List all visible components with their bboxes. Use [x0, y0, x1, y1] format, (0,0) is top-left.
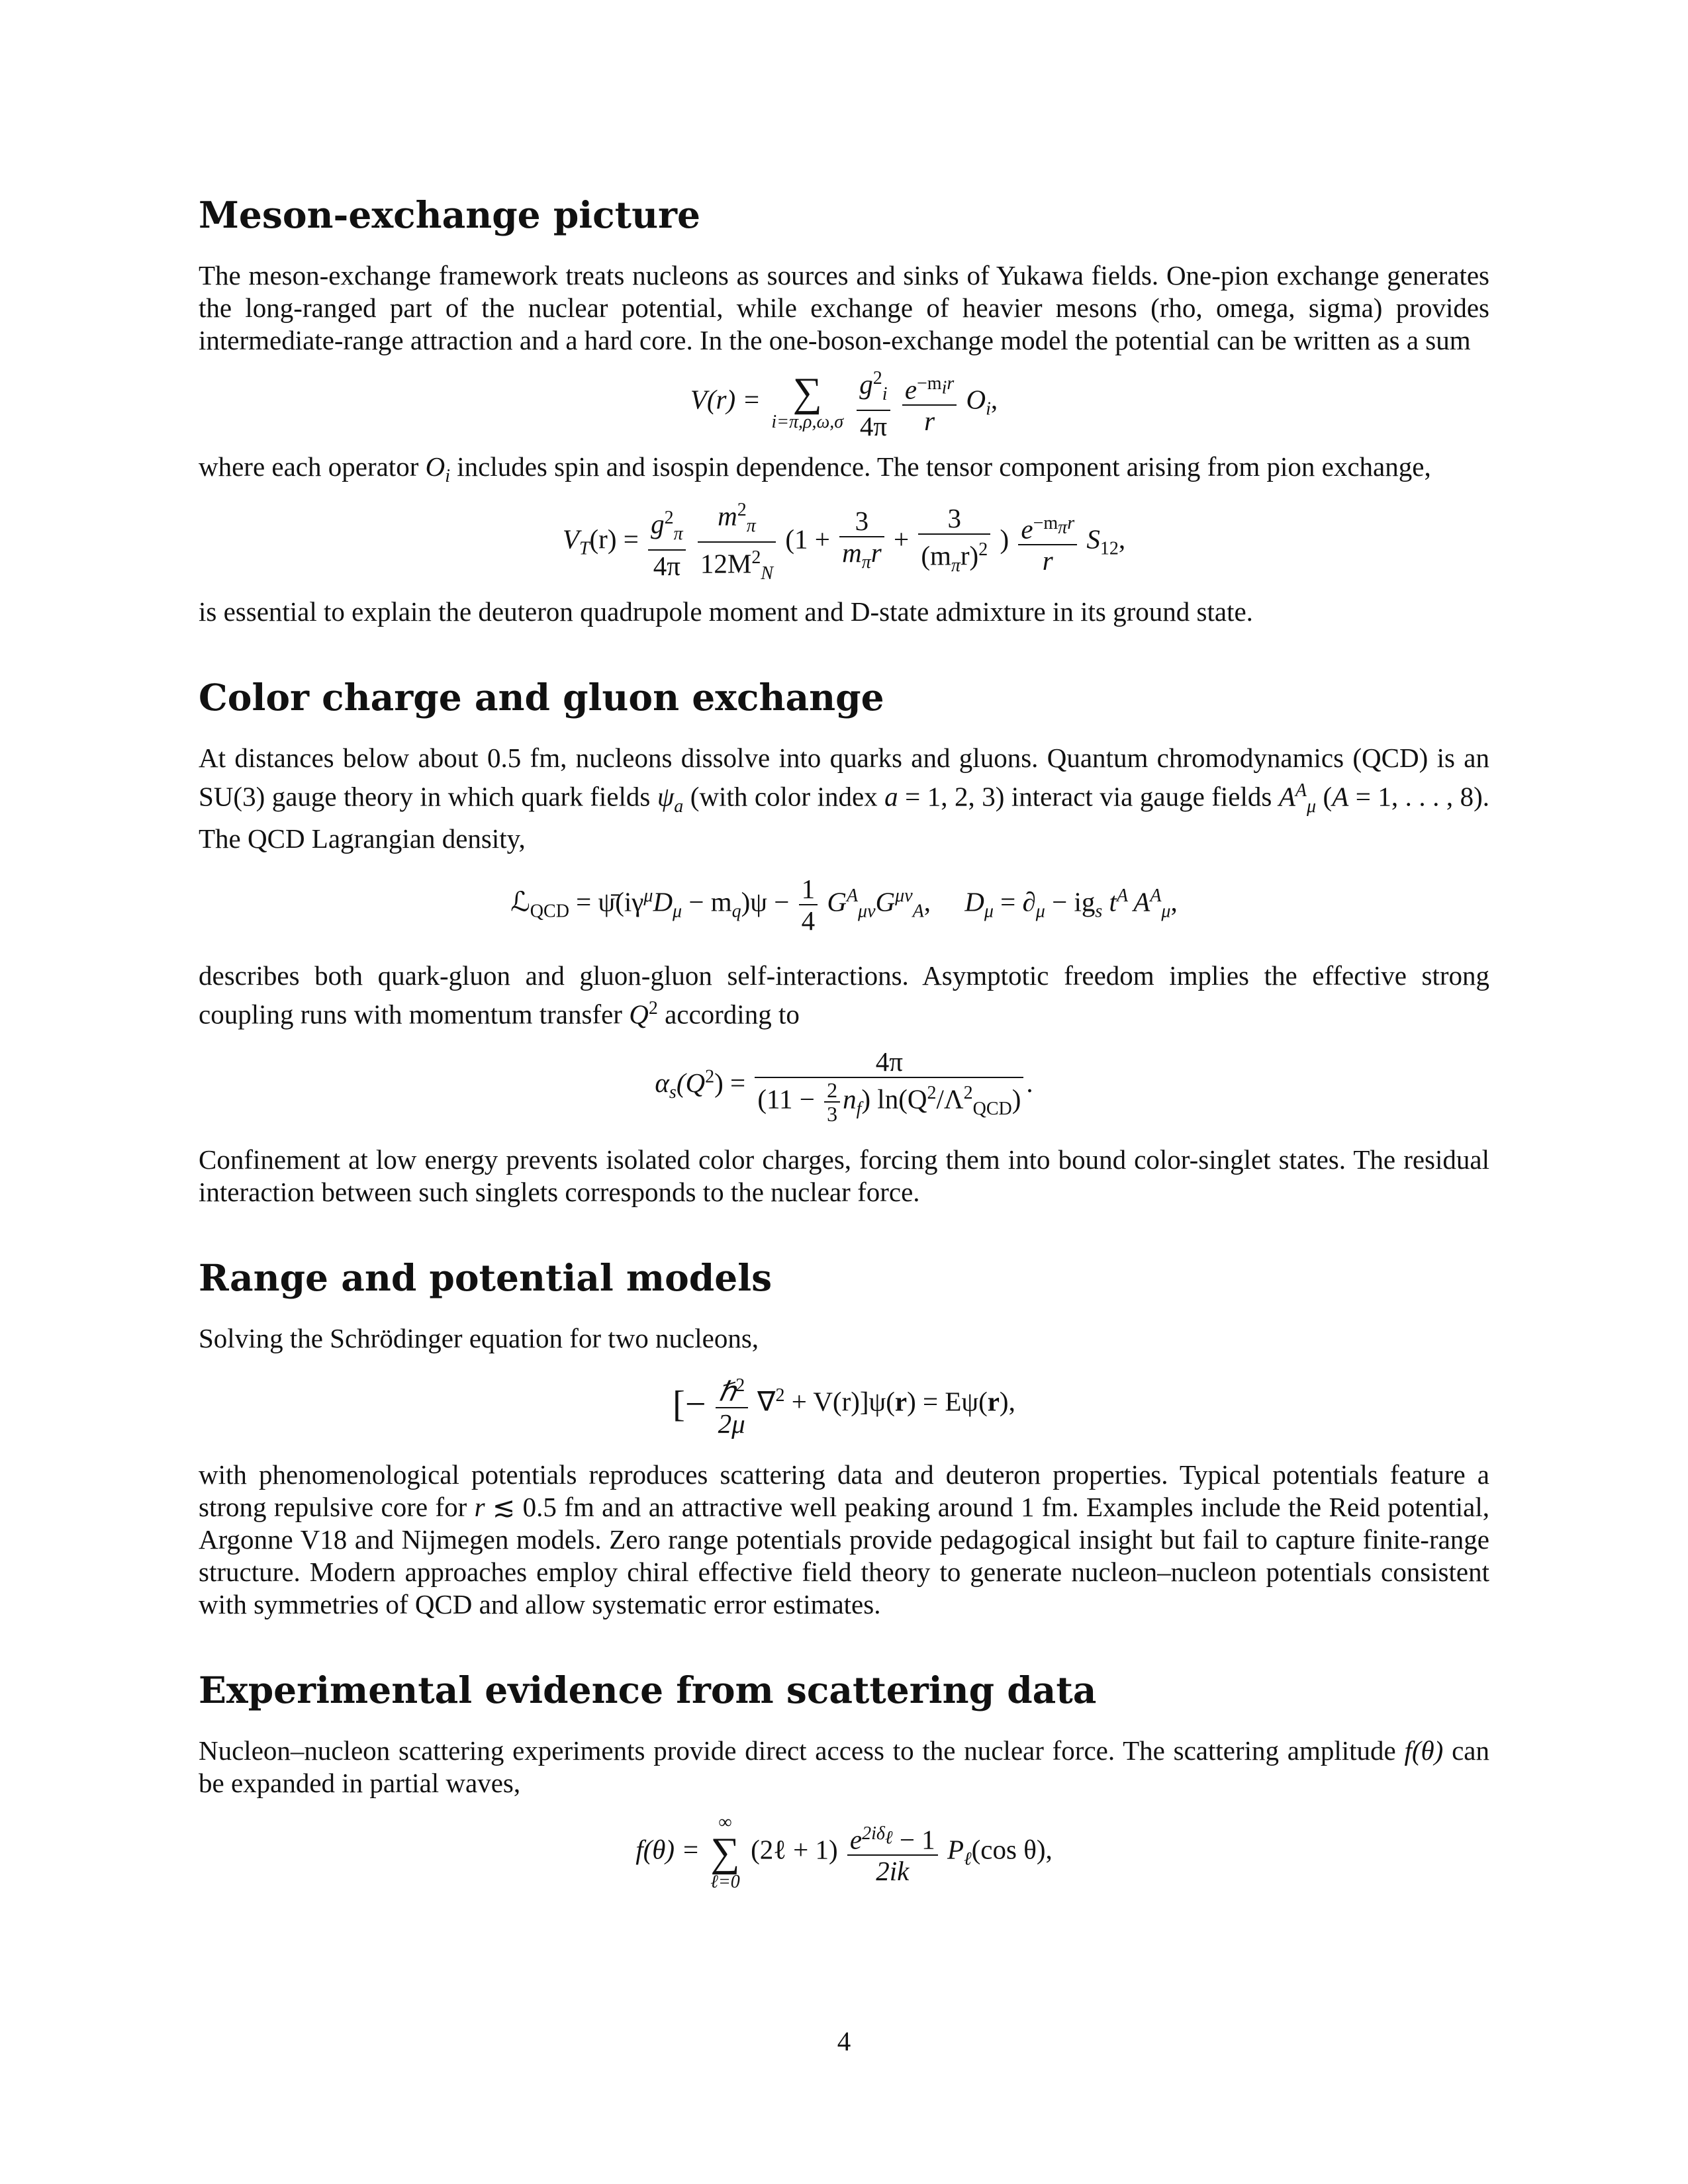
equation-schrodinger: [− $\frac{\hbar^2}{2\mu}$ ∇$^2$ + V(r)]ψ(r) = Eψ(r),	[199, 1371, 1489, 1439]
equation-partial-waves: f(θ) = ∞ ∑ ℓ=0 (2ℓ + 1) $\frac{e^{2i\delta_\ell} - 1}{2ik}$ $P_\ell(\cos$ θ),	[635, 1812, 1053, 1893]
section-title-color-charge: Color charge and gluon exchange	[199, 675, 884, 719]
section-title-scattering: Experimental evidence from scattering data	[199, 1668, 1097, 1712]
equation-qcd-lagrangian: ℒ$_{QCD}$ = $\psī(i\gamma^\mu D_\mu - m_q)\psi$ − $\frac{1}{4}$ $G^A_{\mu\nu}G^{\mu\nu}_A$, $D_\mu = \partial_\mu - ig_s$ $t^A$ $A^A_\mu$,	[510, 873, 1178, 936]
paragraph: with phenomenological potentials reproduces scattering data and deuteron properties. Typical potentials feature a strong repulsive core for r ≲ 0.5 fm and an attractive well peaking around 1 fm. Examples include the Reid potential, Argonne V18 and Nijmegen models. Zero range potentials provide pedagogical insight but fail to capture finite-range structure. Modern approaches employ chiral effective field theory to generate nucleon–nucleon potentials consistent with symmetries of QCD and allow systematic error estimates.	[199, 1459, 1489, 1620]
paragraph: is essential to explain the deuteron quadrupole moment and D-state admixture in its ground state.	[199, 596, 1253, 627]
equation-obe-potential: V(r) = ∑ i=π,ρ,ω,σ $\frac{g^2_i}{4\pi}$ $\frac{e^{-m_ir}}{r}$ $O_i$,	[199, 363, 1489, 441]
paragraph: The meson-exchange framework treats nucleons as sources and sinks of Yukawa fields. One-pion exchange generates the long-ranged part of the nuclear potential, while exchange of heavier mesons (rho, omega, sigma) provides intermediate-range attraction and a hard core. In the one-boson-exchange model the potential can be written as a sum	[199, 260, 1489, 355]
page-number: 4	[837, 2026, 851, 2056]
paragraph: At distances below about 0.5 fm, nucleons dissolve into quarks and gluons. Quantum chromodynamics (QCD) is an SU(3) gauge theory in which quark fields $\psi_a$ (with color index a = 1, 2, 3) interact via gauge fields $A^A_\mu$ (A = 1, . . . , 8). The QCD Lagrangian density,	[199, 742, 1489, 854]
paragraph: Confinement at low energy prevents isolated color charges, forcing them into bound color-singlet states. The residual interaction between such singlets corresponds to the nuclear force.	[199, 1144, 1489, 1208]
paragraph: where each operator $O_i$ includes spin and isospin dependence. The tensor component arising from pion exchange,	[199, 451, 1431, 487]
section-title-meson-exchange: Meson-exchange picture	[199, 193, 701, 236]
paper-page	[199, 192, 1489, 1892]
paragraph: describes both quark-gluon and gluon-gluon self-interactions. Asymptotic freedom implies the effective strong coupling runs with momentum transfer $Q^2$ according to	[199, 960, 1489, 1030]
equation-tensor-potential: $V_T(r)$ = $\frac{g^2_\pi}{4\pi}$ $\frac{m^2_\pi}{12M^2_N}$ (1 + $\frac{3}{m_\pi r}$ + $\frac{3}{(m_\pi r)^2}$ ) $\frac{e^{-m_\pi r}}{r}$ $S_{12}$,	[199, 495, 1489, 589]
equation-running-coupling: $\alpha_s(Q^2)$ = 4π (11 − $\frac{2}{3}$ $n_f$) $\ln(Q^2/\Lambda^2_{QCD})$ .	[655, 1046, 1033, 1126]
paragraph: Solving the Schrödinger equation for two nucleons,	[199, 1323, 759, 1354]
section-title-range-models: Range and potential models	[199, 1256, 773, 1300]
paragraph: Nucleon–nucleon scattering experiments provide direct access to the nuclear force. The scattering amplitude f(θ) can be expanded in partial waves,	[199, 1735, 1489, 1799]
